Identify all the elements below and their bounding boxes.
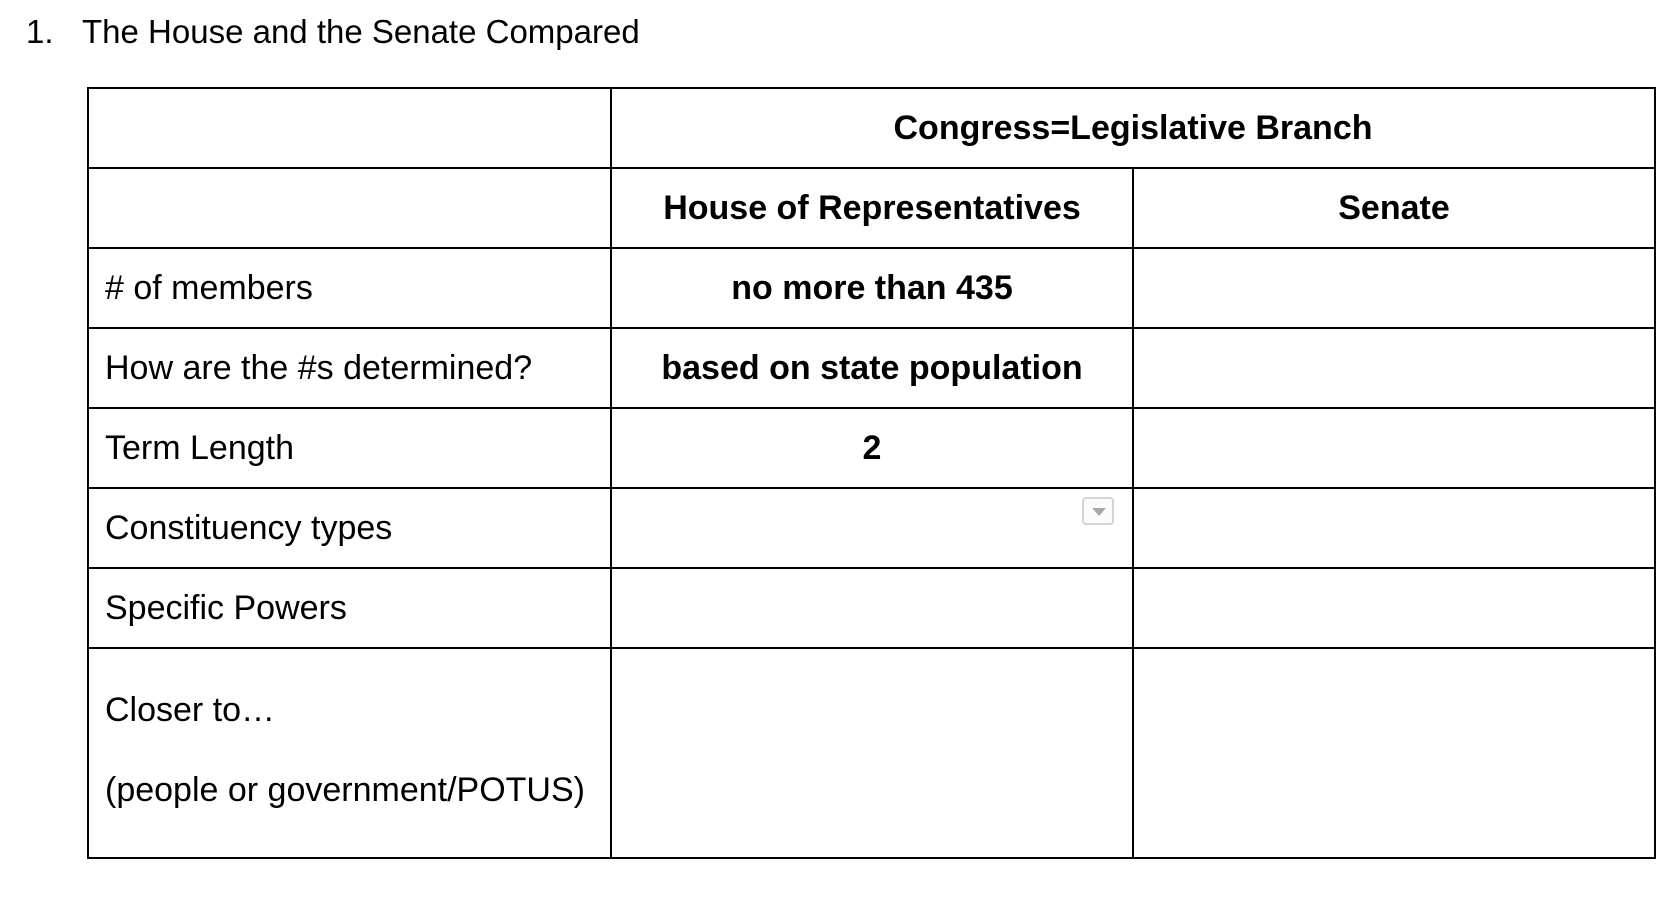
table-row bbox=[88, 328, 1655, 408]
heading-title: The House and the Senate Compared bbox=[82, 13, 640, 50]
house-header-cell: House of Representatives bbox=[611, 168, 1133, 248]
table-row bbox=[88, 648, 1655, 858]
senate-cell[interactable] bbox=[1133, 568, 1655, 648]
row-label bbox=[88, 648, 611, 858]
senate-cell[interactable] bbox=[1133, 328, 1655, 408]
empty-corner-cell[interactable] bbox=[88, 88, 611, 168]
document-heading bbox=[26, 10, 640, 54]
senate-cell[interactable] bbox=[1133, 248, 1655, 328]
comparison-table bbox=[87, 87, 1656, 859]
house-cell[interactable] bbox=[611, 648, 1133, 858]
table-row-column-headers bbox=[88, 168, 1655, 248]
house-cell[interactable] bbox=[611, 568, 1133, 648]
list-number: 1. bbox=[26, 13, 54, 50]
house-cell[interactable]: based on state population bbox=[611, 328, 1133, 408]
senate-header-cell: Senate bbox=[1133, 168, 1655, 248]
house-cell[interactable]: 2 bbox=[611, 408, 1133, 488]
row-label: Term Length bbox=[88, 408, 611, 488]
row-label: # of members bbox=[88, 248, 611, 328]
empty-label-header-cell[interactable] bbox=[88, 168, 611, 248]
row-label: Constituency types bbox=[88, 488, 611, 568]
closer-to-label: Closer to… bbox=[105, 691, 276, 729]
table-row-top-header bbox=[88, 88, 1655, 168]
table-row bbox=[88, 408, 1655, 488]
row-label: Specific Powers bbox=[88, 568, 611, 648]
table-row bbox=[88, 568, 1655, 648]
senate-cell[interactable] bbox=[1133, 488, 1655, 568]
senate-cell[interactable] bbox=[1133, 408, 1655, 488]
closer-to-sublabel: (people or government/POTUS) bbox=[105, 771, 585, 809]
senate-cell[interactable] bbox=[1133, 648, 1655, 858]
congress-header-cell: Congress=Legislative Branch bbox=[611, 88, 1655, 168]
chevron-down-icon[interactable] bbox=[1082, 497, 1114, 525]
row-label: How are the #s determined? bbox=[88, 328, 611, 408]
house-cell[interactable]: no more than 435 bbox=[611, 248, 1133, 328]
table-row bbox=[88, 488, 1655, 568]
table-row bbox=[88, 248, 1655, 328]
house-cell[interactable] bbox=[611, 488, 1133, 568]
